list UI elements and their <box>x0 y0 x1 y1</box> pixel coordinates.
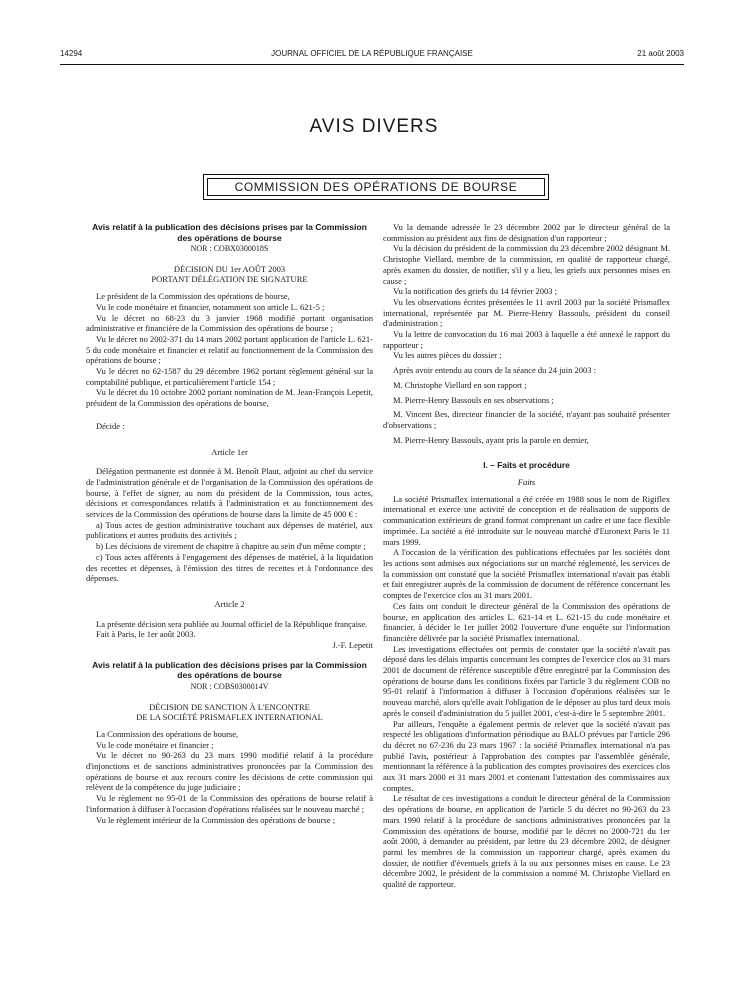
paragraph: Vu le décret no 2002-371 du 14 mars 2002 portant application de l'article L. 621-5 du code monétaire et financier et relatif au fonctionnement de la Commission des opérations de bourse ; <box>86 333 373 366</box>
paragraph: Le résultat de ces investigations a conduit le directeur général de la Commission des opérations de bourse, en application de l'article 5 du décret no 90-263 du 23 mars 1990 relatif à la procédure de sanctions administratives prononcées par la Commission des opérations de bourse, modifié par le décret no 2000-721 du 1er août 2000, à demander au président, par lettre du 23 décembre 2002, de désigner parmi les membres de la commission un rapporteur chargé, après examen du dossier, de notifier d'éventuels griefs à la ou aux personnes mises en cause. Le 23 décembre 2002, le président de la commission a nommé M. Christophe Viellard en qualité de rapporteur. <box>383 793 670 890</box>
paragraph: Vu la notification des griefs du 14 février 2003 ; <box>393 286 558 297</box>
decision2-subtitle: DE LA SOCIÉTÉ PRISMAFLEX INTERNATIONAL <box>136 712 323 723</box>
paragraph: Après avoir entendu au cours de la séance du 24 juin 2003 : <box>393 365 596 376</box>
paragraph: M. Vincent Bes, directeur financier de la société, n'ayant pas souhaité présenter d'observations ; <box>383 409 670 430</box>
left-column <box>86 222 373 825</box>
subsection-heading: Faits <box>517 477 536 488</box>
decision1-subtitle: PORTANT DÉLÉGATION DE SIGNATURE <box>151 274 308 285</box>
paragraph: Vu le décret no 90-263 du 23 mars 1990 modifié relatif à la procédure d'injonctions et de sanctions administratives prononcées par la Commission des opérations de bourse et aux recours contre les décisions de cette commission qui relèvent de la compétence du juge judiciaire ; <box>86 750 373 793</box>
paragraph: Vu la décision du président de la commission du 23 décembre 2002 désignant M. Christophe Viellard, membre de la commission, en qualité de rapporteur chargé, après examen du dossier, de notifier, s'il y a lieu, les griefs aux personnes mises en cause ; <box>383 243 670 286</box>
paragraph: A l'occasion de la vérification des publications effectuées par les sociétés dont les actions sont admises aux négociations sur un marché réglementé, les services de la commission ont constaté que la société Prismaflex international n'avait pas établi et fait enregistrer auprès de la commission de document de référence concernant les comptes de l'exercice clos au 31 mars 2001. <box>383 547 670 601</box>
paragraph: Vu le décret no 68-23 du 3 janvier 1968 modifié portant organisation administrative et financière de la Commission des opérations de bourse ; <box>86 312 373 334</box>
paragraph: Vu les observations écrites présentées le 11 avril 2003 par la société Prismaflex international, représentée par M. Pierre-Henry Bassouls, président du conseil d'administration ; <box>383 296 670 329</box>
avis2-nor: NOR : COBS0300014V <box>190 681 269 691</box>
paragraph: Vu le règlement intérieur de la Commission des opérations de bourse ; <box>96 814 336 825</box>
article-1-title: Article 1er <box>211 446 248 457</box>
header-rule <box>60 64 684 65</box>
paragraph: Vu le décret du 10 octobre 2002 portant nomination de M. Jean-François Lepetit, président de la Commission des opérations de bourse, <box>86 387 373 409</box>
paragraph: Vu la demande adressée le 23 décembre 2002 par le directeur général de la commission au président aux fins de désignation d'un rapporteur ; <box>383 222 670 243</box>
paragraph: Vu la lettre de convocation du 16 mai 2003 à laquelle a été annexé le rapport du rapporteur ; <box>383 329 670 350</box>
section-heading: I. – Faits et procédure <box>483 460 570 471</box>
decide: Décide : <box>96 420 125 431</box>
paragraph: Par ailleurs, l'enquête a également permis de relever que la société n'avait pas respecté les obligations d'information périodique au BALO prévues par l'article 296 du décret no 67-236 du 23 mars 1967 : la société Prismaflex international n'a pas publié l'avis, postérieur à l'approbation des comptes par l'assemblée générale, mentionnant la référence à la publication des comptes provisoires des exercices clos aux 31 mars 2000 et 31 mars 2001 et contenant l'attestation des commissaires aux comptes. <box>383 718 670 793</box>
paragraph: Vu le code monétaire et financier ; <box>96 739 214 750</box>
journal-title: JOURNAL OFFICIEL DE LA RÉPUBLIQUE FRANÇAISE <box>271 49 473 58</box>
article-2-title: Article 2 <box>214 598 245 609</box>
decision2-title: DÉCISION DE SANCTION À L'ENCONTRE <box>149 701 310 712</box>
paragraph: Ces faits ont conduit le directeur général de la Commission des opérations de bourse, en application des articles L. 621-14 et L. 621-15 du code monétaire et financier, à décider le 1er juillet 2002 l'ouverture d'une enquête sur l'information financière délivrée par la société Prismaflex international. <box>383 600 670 643</box>
publication-date: 21 août 2003 <box>637 49 684 58</box>
paragraph: Les investigations effectuées ont permis de constater que la société n'avait pas déposé dans les délais impartis concernant les comptes de l'exercice clos au 31 mars 2001 de document de référence susceptible d'être enregistré par la Commission des opérations de bourse dans les conditions fixées par l'article 3 du règlement COB no 95-01 relatif à l'information à diffuser à l'occasion d'opérations réalisées sur le nouveau marché, alors qu'elle avait l'obligation de le déposer au plus tard deux mois après le conseil d'administration du 5 juillet 2001, c'est-à-dire le 5 septembre 2001. <box>383 643 670 718</box>
avis1-title: Avis relatif à la publication des décisions prises par la Commission des opérations de bourse <box>92 222 367 243</box>
paragraph: c) Tous actes afférents à l'engagement des dépenses de matériel, à la liquidation des recettes et dépenses, à l'émission des titres de recettes et à l'ordonnance des dépenses. <box>86 551 373 584</box>
section-title: AVIS DIVERS <box>309 116 439 137</box>
paragraph: b) Les décisions de virement de chapitre à chapitre au sein d'un même compte ; <box>96 541 366 552</box>
page-header <box>60 49 684 63</box>
commission-box <box>203 174 549 200</box>
paragraph: M. Pierre-Henry Bassouls, ayant pris la parole en dernier, <box>393 434 589 445</box>
page-number: 14294 <box>60 49 83 58</box>
commission-title: COMMISSION DES OPÉRATIONS DE BOURSE <box>207 178 545 196</box>
paragraph: La société Prismaflex international a été créée en 1988 sous le nom de Rigiflex international et exerce une activité de conception et de réalisation de supports de communication extérieurs de grand format comprenant un cadre et une face flexible imprimée. La société a été introduite sur le nouveau marché d'Euronext Paris le 11 mars 1999. <box>383 493 670 547</box>
signature: J.-F. Lepetit <box>332 640 373 651</box>
paragraph: Délégation permanente est donnée à M. Benoît Plaut, adjoint au chef du service de l'administration générale et de l'organisation de la Commission des opérations de bourse, à l'effet de signer, au nom du président de la Commission, tous actes, décisions et correspondances relatifs à l'administration et au fonctionnement des services de la Commission des opérations de bourse dans la limite de 45 000 € : <box>86 466 373 520</box>
avis1-nor: NOR : COBX0300018S <box>190 244 269 253</box>
paragraph: M. Christophe Viellard en son rapport ; <box>393 379 527 390</box>
decision1-title: DÉCISION DU 1er AOÛT 2003 <box>173 263 286 274</box>
paragraph: Le président de la Commission des opérations de bourse, <box>96 291 290 302</box>
paragraph: La présente décision sera publiée au Journal officiel de la République française. <box>96 618 368 629</box>
paragraph: Vu les autres pièces du dossier ; <box>393 350 502 361</box>
paragraph: La Commission des opérations de bourse, <box>96 728 239 739</box>
avis2-title: Avis relatif à la publication des décisions prises par la Commission des opérations de bourse <box>92 659 367 681</box>
paragraph: M. Pierre-Henry Bassouls en ses observations ; <box>393 394 554 405</box>
paragraph: Vu le règlement no 95-01 de la Commission des opérations de bourse relatif à l'information à diffuser à l'occasion d'opérations réalisées sur le nouveau marché ; <box>86 793 373 814</box>
paragraph: Vu le code monétaire et financier, notamment son article L. 621-5 ; <box>96 301 325 312</box>
paragraph: Vu le décret no 62-1587 du 29 décembre 1962 portant règlement général sur la comptabilité publique, et particulièrement l'article 154 ; <box>86 366 373 387</box>
paragraph: a) Tous actes de gestion administrative touchant aux dépenses de matériel, aux publications et autres produits des activités ; <box>86 519 373 541</box>
fait-a-paris: Fait à Paris, le 1er août 2003. <box>96 629 196 640</box>
right-column <box>383 222 670 890</box>
